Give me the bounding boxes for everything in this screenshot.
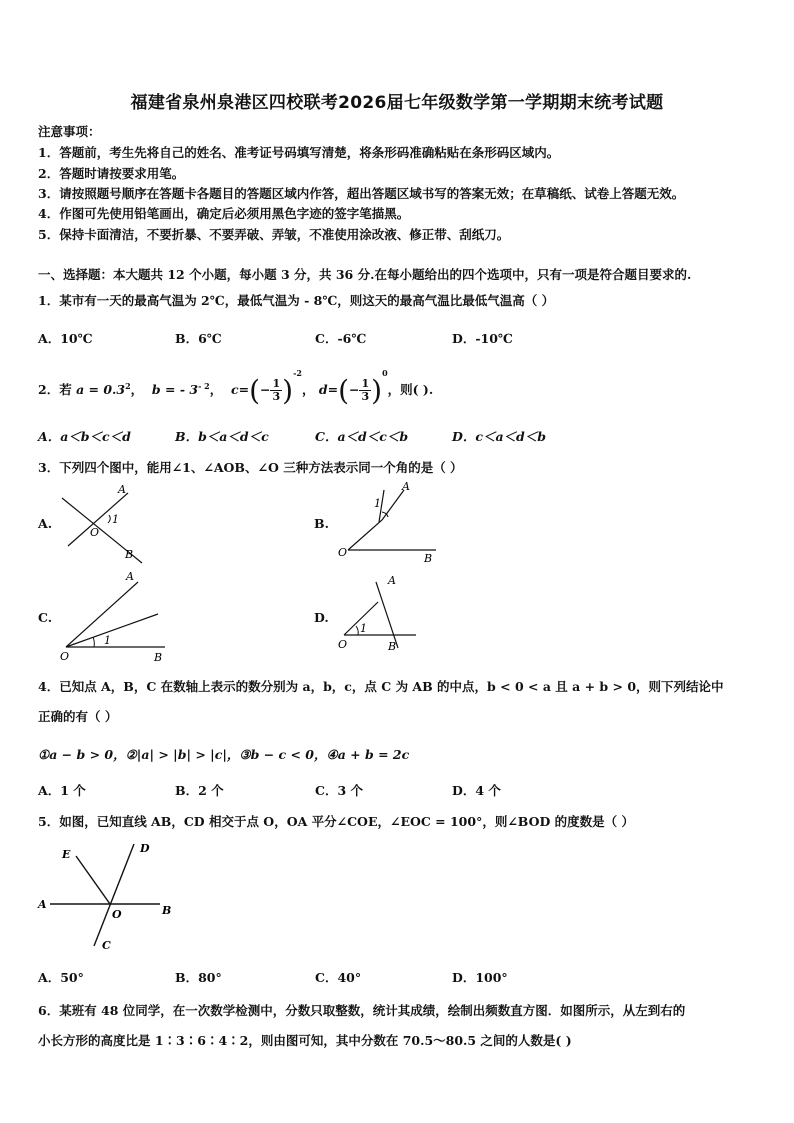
q2-option-a: A．a＜b＜c＜d [38, 429, 131, 444]
notice-item-1: 1．答题前，考生先将自己的姓名、准考证号码填写清楚，将条形码准确粘贴在条形码区域内。 [38, 145, 560, 160]
q2-option-c: C．a＜d＜c＜b [315, 429, 409, 444]
q5-label-D: D [140, 842, 150, 855]
q5-label-E: E [62, 848, 71, 861]
notice-item-5: 5．保持卡面清洁，不要折暴、不要弄破、弄皱，不准使用涂改液、修正带、刮纸刀。 [38, 227, 510, 242]
q5-option-a: A．50° [38, 970, 84, 985]
q3-label-c: C. [38, 610, 53, 625]
q4-option-c: C．3 个 [315, 783, 363, 798]
q1-option-d: D．-10℃ [452, 331, 513, 346]
notice-item-3: 3．请按照题号顺序在答题卡各题目的答题区域内作答，超出答题区域书写的答案无效；在草稿纸、试卷上答题无效。 [38, 186, 685, 201]
fig-d-label-A: A [388, 574, 396, 587]
notice-heading: 注意事项： [38, 124, 101, 139]
fig-d-label-B: B [388, 640, 397, 653]
q5-option-c: C．40° [315, 970, 362, 985]
question-1-stem: 1．某市有一天的最高气温为 2℃，最低气温为 - 8℃，则这天的最高气温比最低气温高（ ） [38, 293, 555, 308]
fig-c-label-B: B [154, 651, 163, 664]
notice-item-2: 2．答题时请按要求用笔。 [38, 166, 185, 181]
q4-option-a: A．1 个 [38, 783, 86, 798]
question-5-stem: 5．如图，已知直线 AB，CD 相交于点 O，OA 平分∠COE，∠EOC = 100°，则∠BOD 的度数是（ ） [38, 814, 635, 829]
fig-c-label-O: O [60, 650, 70, 663]
question-4-conditions: ①a − b > 0，②|a| > |b| > |c|，③b − c < 0，④a + b = 2c [38, 747, 410, 762]
q5-label-B: B [162, 904, 172, 917]
q3-figure-c [60, 572, 180, 662]
page-title: 福建省泉州泉港区四校联考2026届七年级数学第一学期期末统考试题 [130, 93, 664, 113]
fig-a-label-1: 1 [112, 513, 119, 526]
q4-option-b: B．2 个 [175, 783, 224, 798]
q3-label-a: A. [38, 516, 53, 531]
notice-item-4: 4．作图可先使用铅笔画出，确定后必须用黑色字迹的签字笔描黑。 [38, 206, 410, 221]
q3-figure-a [60, 483, 170, 563]
fig-b-label-A: A [402, 480, 410, 493]
question-3-stem: 3．下列四个图中，能用∠1、∠AOB、∠O 三种方法表示同一个角的是（ ） [38, 460, 463, 475]
question-6-line-2: 小长方形的高度比是 1∶3∶6∶4∶2，则由图可知，其中分数在 70.5～80.5 之间的人数是( ) [38, 1033, 572, 1048]
fig-a-label-A: A [118, 483, 126, 496]
q5-option-b: B．80° [175, 970, 222, 985]
fig-a-label-B: B [125, 548, 134, 561]
q3-figure-d [336, 572, 456, 662]
q1-option-c: C．-6℃ [315, 331, 367, 346]
q2-option-b: B．b＜a＜d＜c [175, 429, 269, 444]
fraction-c: $\frac{1}{3}$ [272, 377, 281, 403]
q3-label-d: D. [314, 610, 329, 625]
fig-c-label-A: A [126, 570, 134, 583]
fig-b-label-O: O [338, 546, 348, 559]
q1-option-a: A．10℃ [38, 331, 93, 346]
fig-d-label-O: O [338, 638, 348, 651]
q3-figure-b [336, 480, 446, 570]
question-4-stem-line-1: 4．已知点 A，B，C 在数轴上表示的数分别为 a，b，c，点 C 为 AB 的中点，b < 0 < a 且 a + b > 0，则下列结论中 [38, 679, 724, 694]
q3-label-b: B. [314, 516, 329, 531]
question-6-line-1: 6．某班有 48 位同学，在一次数学检测中，分数只取整数，统计其成绩，绘制出频数直方图．如图所示，从左到右的 [38, 1003, 686, 1018]
fraction-d: $\frac{1}{3}$ [361, 377, 370, 403]
q5-option-d: D．100° [452, 970, 508, 985]
question-2-stem: 2．若 $a = 0.3^2$， b = - $3^{- 2}$， c=(− $\frac{1}{3}$ )$^{-2}$， d=(− $\frac{1}{3}$ )$^0$，则( ). [38, 368, 434, 407]
fig-a-label-O: O [90, 526, 100, 539]
section-heading: 一、选择题：本大题共 12 个小题，每小题 3 分，共 36 分.在每小题给出的四个选项中，只有一项是符合题目要求的. [38, 267, 692, 282]
q5-label-O: O [112, 908, 122, 921]
q2-option-d: D．c＜a＜d＜b [452, 429, 547, 444]
q4-option-d: D．4 个 [452, 783, 501, 798]
q5-label-A: A [38, 898, 47, 911]
fig-b-label-1: 1 [374, 497, 381, 510]
q5-label-C: C [102, 939, 111, 952]
fig-d-label-1: 1 [360, 622, 367, 635]
fig-b-label-B: B [424, 552, 433, 565]
question-4-stem-line-2: 正确的有（ ） [38, 709, 118, 724]
q5-figure [36, 838, 186, 953]
fig-c-label-1: 1 [104, 634, 111, 647]
q1-option-b: B．6℃ [175, 331, 222, 346]
